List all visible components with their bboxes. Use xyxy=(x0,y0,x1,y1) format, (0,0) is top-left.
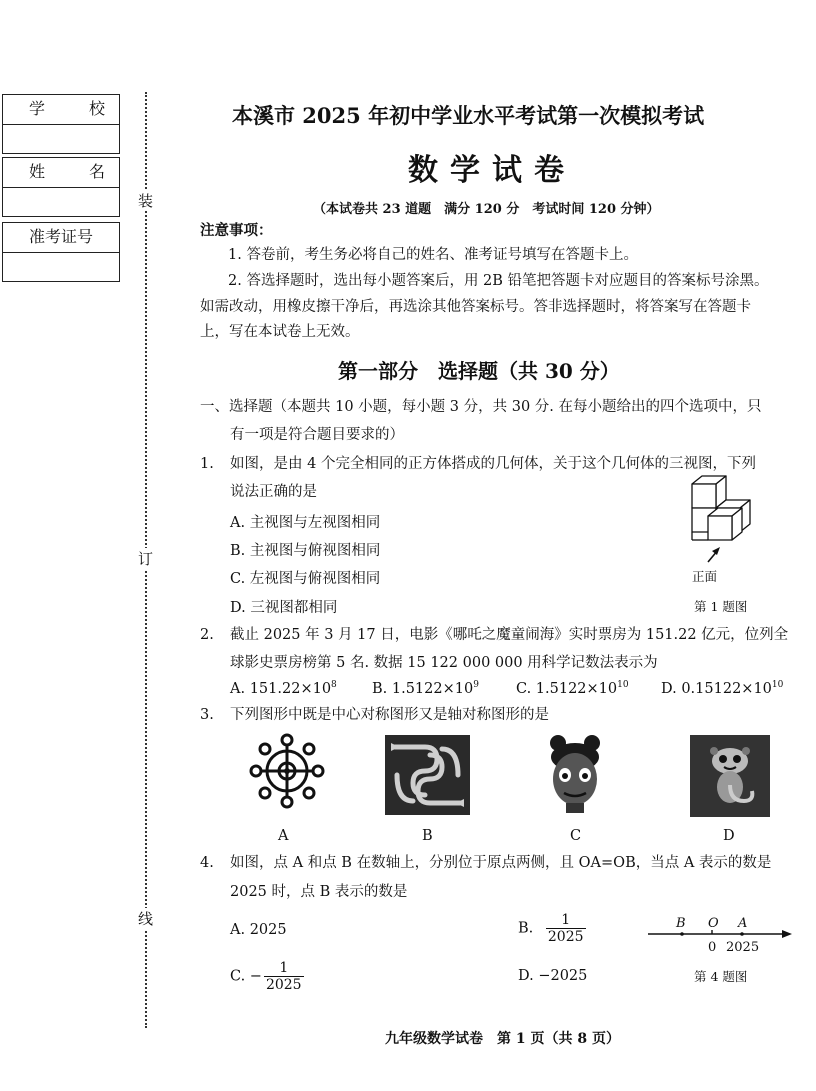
q1-number: 1. xyxy=(200,456,214,472)
q3-label-c: C xyxy=(570,828,582,844)
q3-number: 3. xyxy=(200,707,214,723)
school-label-2: 校 xyxy=(88,99,105,118)
q1-caption: 第 1 题图 xyxy=(694,599,748,614)
school-label-1: 学 xyxy=(29,99,46,118)
q2-option-b[interactable]: B. $1.5122\times 10^9$ xyxy=(372,680,479,697)
subject-title: 数学试卷 xyxy=(408,153,576,188)
notes-line-3: 如需改动，用橡皮擦干净后，再选涂其他答案标号。答非选择题时，将答案写在答题卡 xyxy=(200,299,751,315)
q1-option-a[interactable]: A. 主视图与左视图相同 xyxy=(230,515,381,531)
name-box xyxy=(2,157,120,217)
q2-stem-2: 球影史票房榜第 5 名. 数据 15 122 000 000 用科学记数法表示为 xyxy=(230,655,658,671)
q4-number-line xyxy=(646,916,796,956)
q4-axis-a: A xyxy=(738,916,748,931)
name-field[interactable] xyxy=(3,188,119,216)
q4-axis-2025: 2025 xyxy=(726,940,760,955)
q4-option-a[interactable]: A. 2025 xyxy=(230,922,287,938)
q4-option-c[interactable]: C. − $\frac{1}{2025}$ xyxy=(230,960,302,993)
q3-image-a-ornament[interactable] xyxy=(248,732,326,810)
q4-option-d[interactable]: D. −2025 xyxy=(518,968,588,984)
q1-option-b[interactable]: B. 主视图与俯视图相同 xyxy=(230,543,381,559)
notes-line-2: 2. 答选择题时，选出每小题答案后，用 2B 铅笔把答题卡对应题目的答案标号涂黑。 xyxy=(228,273,769,289)
page-footer: 九年级数学试卷 第 1 页（共 8 页） xyxy=(385,1031,620,1047)
ticket-box xyxy=(2,222,120,282)
part1-intro-1: 一、选择题（本题共 10 小题，每小题 3 分，共 30 分. 在每小题给出的四个选项中，只 xyxy=(200,399,762,415)
q4-stem-2: 2025 时，点 B 表示的数是 xyxy=(230,884,408,900)
exam-info: （本试卷共 23 道题 满分 120 分 考试时间 120 分钟） xyxy=(313,202,660,217)
q4-option-b[interactable]: B. $\frac{1}{2025}$ xyxy=(518,912,584,945)
q4-c-numerator: 1 xyxy=(279,960,289,976)
notes-line-4: 上，写在本试卷上无效。 xyxy=(200,324,360,340)
q3-stem: 下列图形中既是中心对称图形又是轴对称图形的是 xyxy=(230,707,549,723)
q1-option-c[interactable]: C. 左视图与俯视图相同 xyxy=(230,571,381,587)
q2-option-d[interactable]: D. $0.15122\times 10^{10}$ xyxy=(661,680,784,697)
q4-stem-1: 如图，点 A 和点 B 在数轴上，分别位于原点两侧，且 OA=OB，当点 A 表示的数是 xyxy=(230,855,772,871)
q3-label-d: D xyxy=(723,828,735,844)
name-label-1: 姓 xyxy=(29,162,46,181)
q3-image-c-character[interactable] xyxy=(544,733,606,815)
q2-option-c[interactable]: C. $1.5122\times 10^{10}$ xyxy=(516,680,629,697)
q1-stem-1: 如图，是由 4 个完全相同的正方体搭成的几何体，关于这个几何体的三视图，下列 xyxy=(230,456,756,472)
binding-char-zhuang: 装 xyxy=(138,192,154,210)
q3-image-b-pattern[interactable] xyxy=(385,735,470,815)
q4-caption: 第 4 题图 xyxy=(694,969,748,984)
q3-label-a: A xyxy=(278,828,289,844)
q2-stem-1: 截止 2025 年 3 月 17 日，电影《哪吒之魔童闹海》实时票房为 151.22 亿元，位列全 xyxy=(230,627,789,643)
q4-axis-zero: 0 xyxy=(708,940,717,955)
q1-front-label: 正面 xyxy=(692,569,718,584)
ticket-label: 准考证号 xyxy=(29,227,94,246)
q1-stem-2: 说法正确的是 xyxy=(230,484,317,500)
q2-option-a[interactable]: A. $151.22\times 10^8$ xyxy=(230,680,337,697)
notes-heading: 注意事项： xyxy=(200,222,273,239)
q2-number: 2. xyxy=(200,627,214,643)
q3-label-b: B xyxy=(422,828,433,844)
q4-b-denominator: 2025 xyxy=(547,929,584,945)
q4-c-denominator: 2025 xyxy=(265,977,302,993)
exam-title: 本溪市 2025 年初中学业水平考试第一次模拟考试 xyxy=(232,103,705,128)
part1-heading: 第一部分 选择题（共 30 分） xyxy=(338,359,620,383)
binding-char-xian: 线 xyxy=(138,910,154,928)
q4-axis-b: B xyxy=(676,916,686,931)
q3-image-d-dragon[interactable] xyxy=(690,735,770,817)
binding-char-ding: 订 xyxy=(138,550,154,568)
ticket-field[interactable] xyxy=(3,253,119,281)
part1-intro-2: 有一项是符合题目要求的） xyxy=(230,427,404,443)
q4-number: 4. xyxy=(200,855,214,871)
q4-axis-o: O xyxy=(708,916,719,931)
name-label-2: 名 xyxy=(88,162,105,181)
q1-option-d[interactable]: D. 三视图都相同 xyxy=(230,600,338,616)
q4-b-numerator: 1 xyxy=(561,912,571,928)
notes-line-1: 1. 答卷前，考生务必将自己的姓名、准考证号填写在答题卡上。 xyxy=(228,247,638,263)
q1-cube-figure xyxy=(682,470,782,580)
